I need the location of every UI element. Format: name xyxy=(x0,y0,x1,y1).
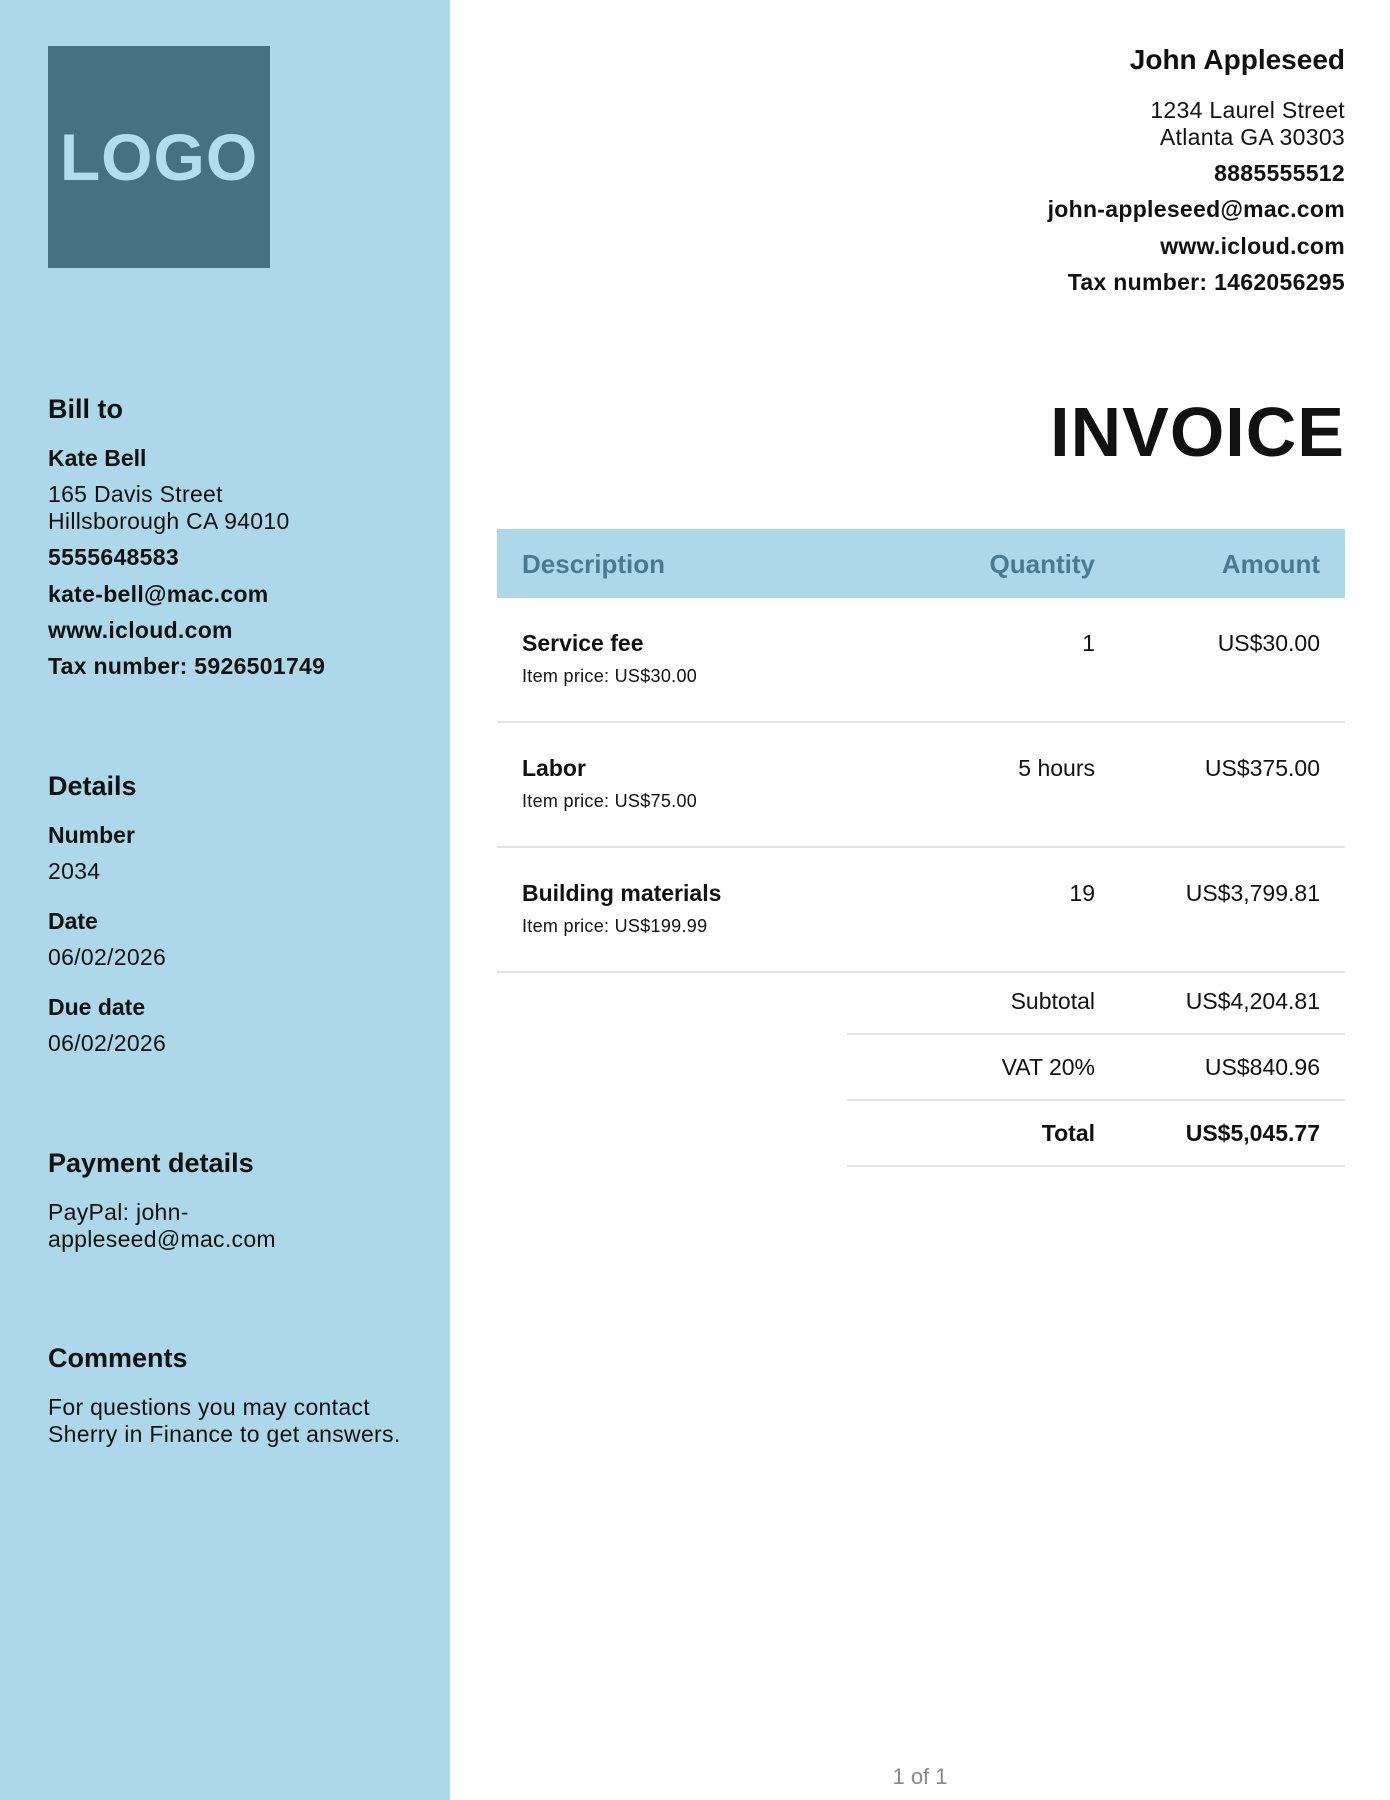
vat-row xyxy=(847,1035,1345,1101)
item-price: Item price: US$75.00 xyxy=(522,791,698,811)
details-heading: Details xyxy=(48,771,137,801)
bill-to-city: Hillsborough CA 94010 xyxy=(48,508,290,534)
item-name: Service fee xyxy=(522,630,644,656)
sender-phone: 8885555512 xyxy=(1214,160,1345,186)
sender-email: john-appleseed@mac.com xyxy=(1047,196,1345,222)
comments-heading: Comments xyxy=(48,1343,188,1373)
item-amount: US$3,799.81 xyxy=(1185,880,1320,906)
totals-section xyxy=(847,969,1345,1167)
total-value: US$5,045.77 xyxy=(1185,1120,1320,1146)
subtotal-label: Subtotal xyxy=(1010,988,1095,1014)
item-quantity: 5 hours xyxy=(1018,755,1095,781)
item-quantity: 19 xyxy=(1069,880,1095,906)
sidebar xyxy=(0,0,450,1800)
details-due-label: Due date xyxy=(48,994,146,1020)
item-price: Item price: US$30.00 xyxy=(522,666,698,686)
payment-text: PayPal: john-appleseed@mac.com xyxy=(48,1199,276,1252)
header-description: Description xyxy=(522,549,666,579)
subtotal-value: US$4,204.81 xyxy=(1185,988,1320,1014)
details-due: 06/02/2026 xyxy=(48,1030,167,1056)
total-row xyxy=(847,1101,1345,1167)
item-quantity: 1 xyxy=(1082,630,1095,656)
item-name: Building materials xyxy=(522,880,722,906)
item-amount: US$375.00 xyxy=(1204,755,1320,781)
sender-name: John Appleseed xyxy=(1129,44,1345,75)
logo: LOGO xyxy=(48,46,270,268)
page-number: 1 of 1 xyxy=(892,1764,948,1789)
bill-to-tax: Tax number: 5926501749 xyxy=(48,653,326,679)
item-price: Item price: US$199.99 xyxy=(522,916,708,936)
sender-tax: Tax number: 1462056295 xyxy=(1067,269,1345,295)
table-row xyxy=(497,723,1345,848)
vat-value: US$840.96 xyxy=(1204,1054,1320,1080)
invoice-title: INVOICE xyxy=(1050,393,1345,471)
vat-label: VAT 20% xyxy=(1001,1054,1095,1080)
items-table xyxy=(497,529,1345,973)
item-amount: US$30.00 xyxy=(1217,630,1320,656)
payment-heading: Payment details xyxy=(48,1148,254,1178)
details-number-label: Number xyxy=(48,822,135,848)
table-row xyxy=(497,848,1345,973)
header-amount: Amount xyxy=(1221,549,1320,579)
bill-to-heading: Bill to xyxy=(48,394,123,424)
sender-street: 1234 Laurel Street xyxy=(1150,97,1345,123)
comments-text: For questions you may contact Sherry in Finance to get answers. xyxy=(48,1394,401,1447)
details-number: 2034 xyxy=(48,858,101,884)
bill-to-name: Kate Bell xyxy=(48,445,147,471)
bill-to-phone: 5555648583 xyxy=(48,544,179,570)
bill-to-email: kate-bell@mac.com xyxy=(48,581,269,607)
sender-city: Atlanta GA 30303 xyxy=(1159,124,1345,150)
table-header xyxy=(497,529,1345,598)
table-row xyxy=(497,598,1345,723)
item-name: Labor xyxy=(522,755,586,781)
header-quantity: Quantity xyxy=(989,549,1095,579)
details-date-label: Date xyxy=(48,908,98,934)
bill-to-website: www.icloud.com xyxy=(48,617,233,643)
bill-to-street: 165 Davis Street xyxy=(48,481,223,507)
sender-website: www.icloud.com xyxy=(1160,233,1345,259)
details-date: 06/02/2026 xyxy=(48,944,167,970)
total-label: Total xyxy=(1041,1120,1095,1146)
subtotal-row xyxy=(847,969,1345,1035)
